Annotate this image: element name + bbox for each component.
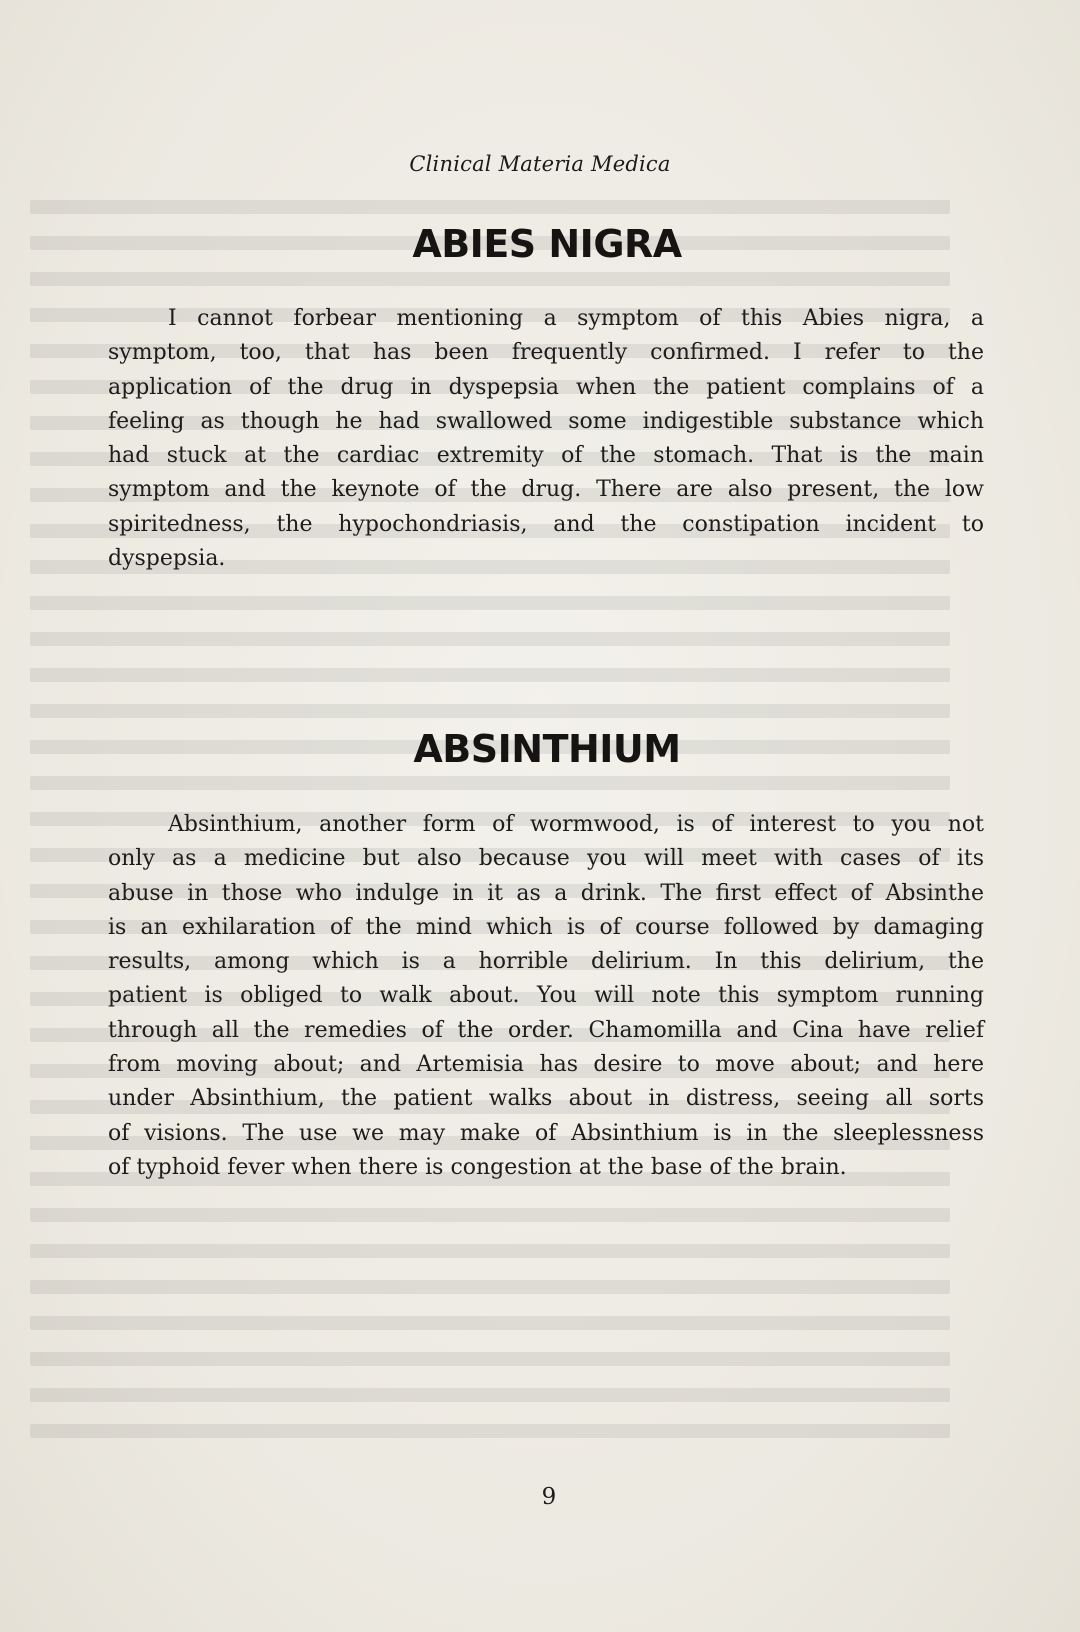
body-line: results, among which is a horrible delirium. In this delirium, the — [108, 949, 984, 975]
body-line: I cannot forbear mentioning a symptom of this Abies nigra, a — [168, 306, 984, 331]
body-line: of typhoid fever when there is congestion at the base of the brain. — [108, 1154, 847, 1180]
body-line: had stuck at the cardiac extremity of the stomach. That is the main — [108, 443, 984, 469]
body-line: dyspepsia. — [108, 546, 226, 572]
body-line: from moving about; and Artemisia has desire to move about; and here — [108, 1052, 984, 1078]
body-line: application of the drug in dyspepsia when the patient complains of a — [108, 374, 984, 400]
body-line: abuse in those who indulge in it as a drink. The first effect of Absinthe — [108, 880, 984, 906]
section-heading-abies-nigra: ABIES NIGRA — [412, 222, 682, 266]
body-line: spiritedness, the hypochondriasis, and the constipation incident to — [108, 511, 984, 537]
body-line: symptom, too, that has been frequently confirmed. I refer to the — [108, 340, 984, 366]
section-body-absinthium — [108, 808, 984, 1185]
body-line: through all the remedies of the order. Chamomilla and Cina have relief — [108, 1017, 984, 1043]
body-line: Absinthium, another form of wormwood, is of interest to you not — [168, 812, 984, 837]
body-line: symptom and the keynote of the drug. There are also present, the low — [108, 477, 984, 503]
body-line: feeling as though he had swallowed some indigestible substance which — [108, 408, 984, 434]
section-heading-absinthium: ABSINTHIUM — [413, 727, 681, 771]
running-head: Clinical Materia Medica — [409, 152, 671, 176]
body-line: under Absinthium, the patient walks about in distress, seeing all sorts — [108, 1086, 984, 1112]
page-number: 9 — [541, 1484, 557, 1510]
body-line: of visions. The use we may make of Absinthium is in the sleeplessness — [108, 1120, 984, 1146]
body-line: patient is obliged to walk about. You will note this symptom running — [108, 983, 984, 1009]
body-line: is an exhilaration of the mind which is of course followed by damaging — [108, 914, 984, 940]
section-body-abies-nigra — [108, 302, 984, 576]
body-line: only as a medicine but also because you will meet with cases of its — [108, 846, 984, 872]
